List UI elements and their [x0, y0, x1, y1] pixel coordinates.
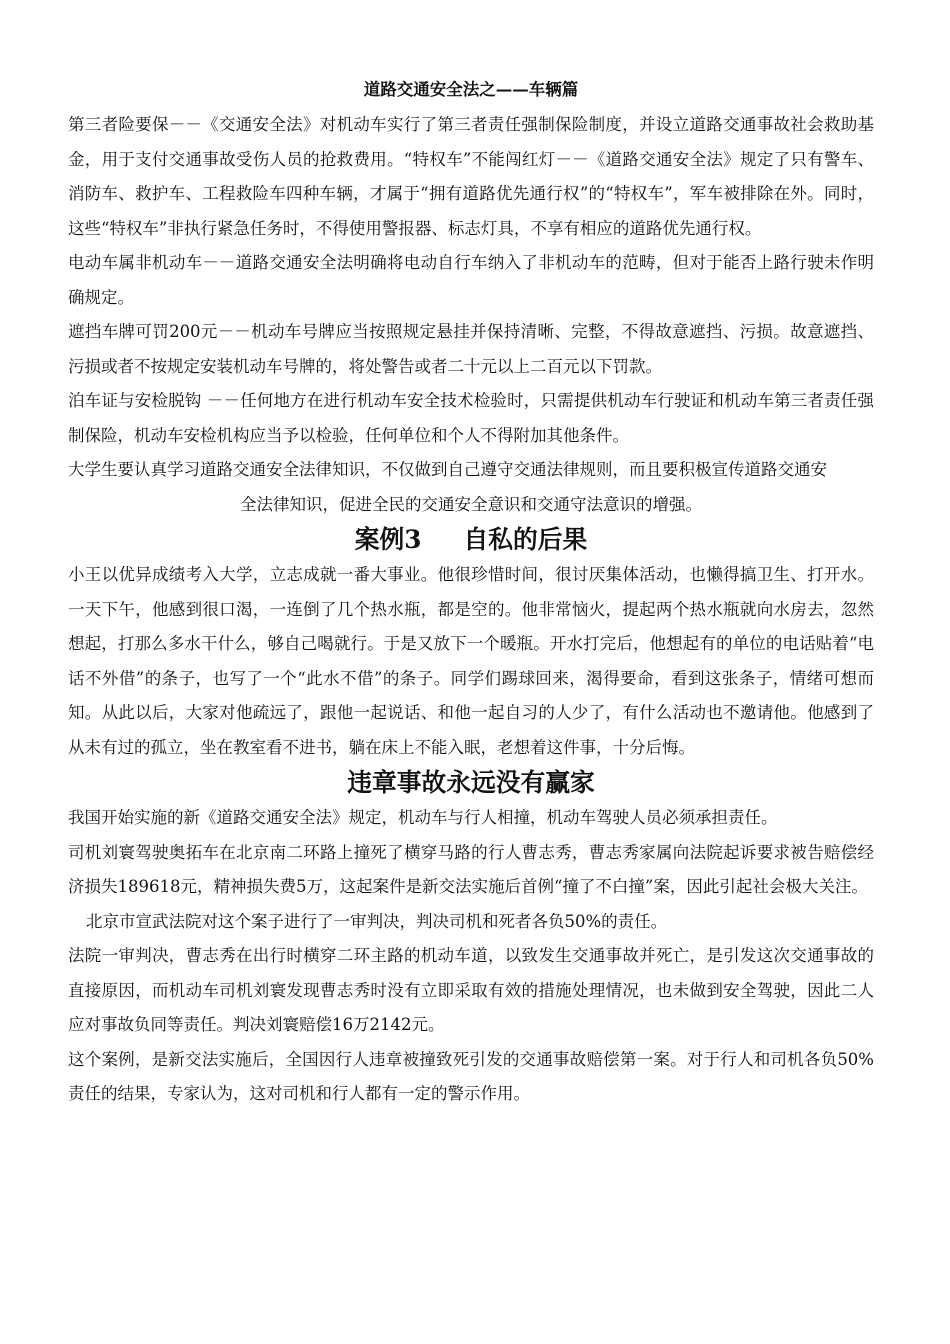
paragraph-student-line-2: 全法律知识，促进全民的交通安全意识和交通守法意识的增强。 [240, 494, 702, 514]
document-title: 道路交通安全法之——车辆篇 [363, 80, 579, 99]
paragraph-parking-permit: 泊车证与安检脱钩 －－任何地方在进行机动车安全技术检验时，只需提供机动车行驶证和机动车第三者责任强制保险，机动车安检机构应当予以检验，任何单位和个人不得附加其他条件。 [68, 391, 874, 445]
paragraph-court-reasoning: 法院一审判决，曹志秀在出行时横穿二环主路的机动车道，以致发生交通事故并死亡，是引发这次交通事故的直接原因，而机动车司机刘寰发现曹志秀时没有立即采取有效的措施处理情况，也未做到安全驾驶，因此二人应对事故负同等责任。判决刘寰赔偿16万2142元。 [68, 946, 874, 1034]
paragraph-new-law: 我国开始实施的新《道路交通安全法》规定，机动车与行人相撞，机动车驾驶人员必须承担责任。 [68, 808, 778, 827]
paragraph-third-party-insurance: 第三者险要保－－《交通安全法》对机动车实行了第三者责任强制保险制度，并设立道路交通事故社会救助基金，用于支付交通事故受伤人员的抢救费用。“特权车”不能闯红灯－－《道路交通安全法》规定了只有警车、消防车、救护车、工程救险车四种车辆，才属于“拥有道路优先通行权”的“特权车”，军车被排除在外。同时，这些“特权车”非执行紧急任务时，不得使用警报器、标志灯具，不享有相应的道路优先通行权。 [68, 115, 874, 238]
violation-heading: 违章事故永远没有赢家 [347, 768, 595, 797]
paragraph-accident-case: 司机刘寰驾驶奥拓车在北京南二环路上撞死了横穿马路的行人曹志秀，曹志秀家属向法院起诉要求被告赔偿经济损失189618元，精神损失费5万，这起案件是新交法实施后首例“撞了不白撞”案，因此引起社会极大关注。 [68, 842, 874, 896]
case-title: 自私的后果 [463, 525, 588, 554]
paragraph-electric-vehicle: 电动车属非机动车－－道路交通安全法明确将电动自行车纳入了非机动车的范畴，但对于能否上路行驶未作明确规定。 [68, 253, 874, 307]
paragraph-case-story: 小王以优异成绩考入大学，立志成就一番大事业。他很珍惜时间，很讨厌集体活动，也懒得搞卫生、打开水。一天下午，他感到很口渴，一连倒了几个热水瓶，都是空的。他非常恼火，提起两个热水瓶就向水房去，忽然想起，打那么多水干什么，够自己喝就行。于是又放下一个暖瓶。开水打完后，他想起有的单位的电话贴着“电话不外借”的条子，也写了一个“此水不借”的条子。同学们踢球回来，渴得要命，看到这张条子，情绪可想而知。从此以后，大家对他疏远了，跟他一起说话、和他一起自习的人少了，有什么活动也不邀请他。他感到了从未有过的孤立，坐在教室看不进书，躺在床上不能入眠，老想着这件事，十分后悔。 [68, 565, 874, 757]
case-label: 案例3 [354, 525, 422, 554]
paragraph-court-judgment: 北京市宣武法院对这个案子进行了一审判决，判决司机和死者各负50%的责任。 [86, 911, 668, 931]
paragraph-license-plate: 遮挡车牌可罚200元－－机动车号牌应当按照规定悬挂并保持清晰、完整，不得故意遮挡、污损。故意遮挡、污损或者不按规定安装机动车号牌的，将处警告或者二十元以上二百元以下罚款。 [68, 322, 874, 376]
paragraph-student-line-1: 大学生要认真学习道路交通安全法律知识，不仅做到自己遵守交通法律规则，而且要积极宣传道路交通安 [68, 460, 827, 479]
case-heading [68, 522, 874, 558]
paragraph-case-significance: 这个案例，是新交法实施后，全国因行人违章被撞致死引发的交通事故赔偿第一案。对于行人和司机各负50%责任的结果，专家认为，这对司机和行人都有一定的警示作用。 [68, 1049, 874, 1103]
